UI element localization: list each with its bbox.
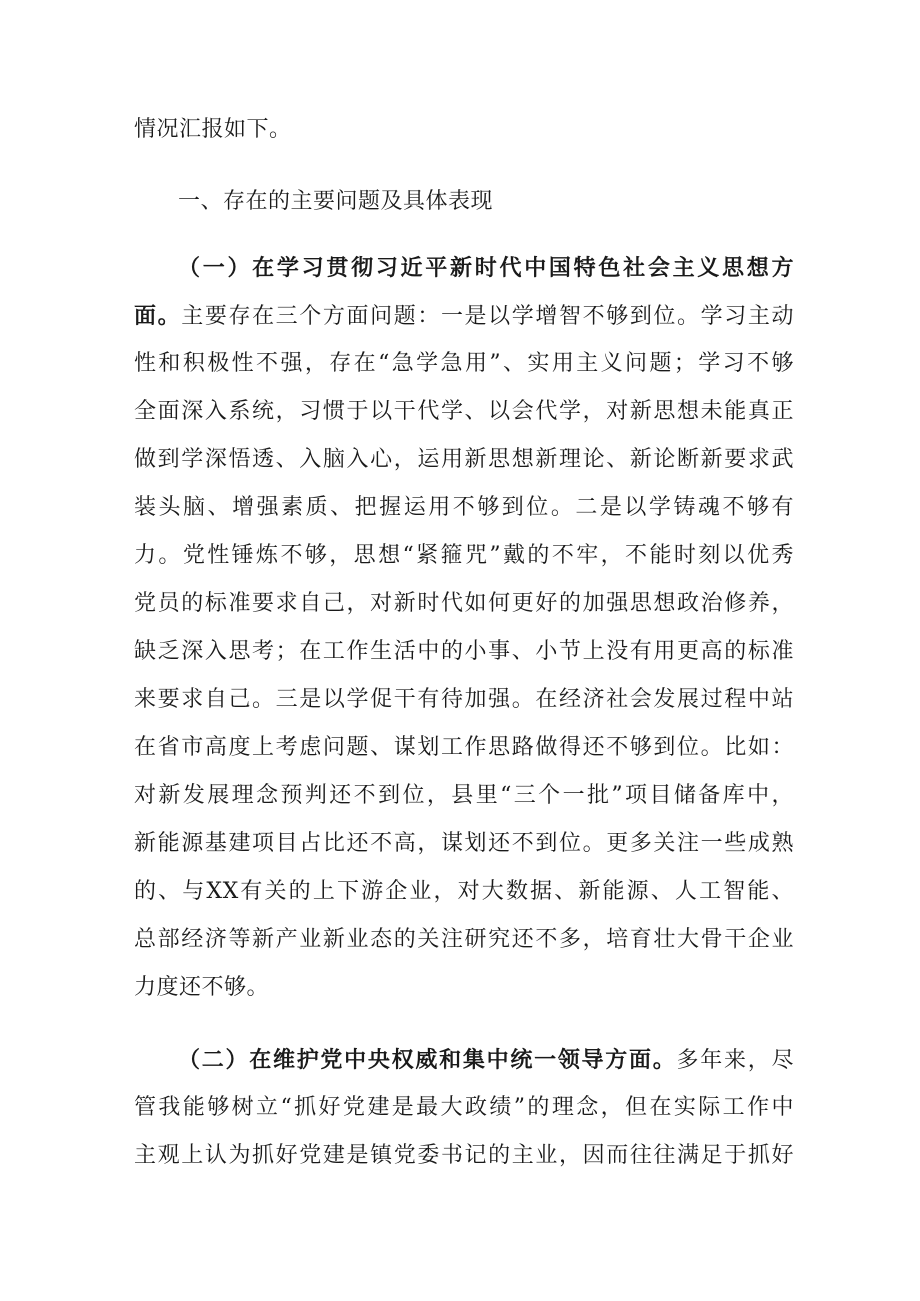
para2-line-1 <box>178 1045 794 1076</box>
para1-line: 缺乏深入思考；在工作生活中的小事、小节上没有用更高的标准 <box>134 639 794 664</box>
para1-line-2 <box>134 301 794 332</box>
section-heading: 一、存在的主要问题及具体表现 <box>178 189 494 214</box>
para1-line: 来要求自己。三是以学促干有待加强。在经济社会发展过程中站 <box>134 687 794 712</box>
para2-line: 管我能够树立“抓好党建是最大政绩”的理念，但在实际工作中 <box>134 1095 794 1120</box>
para2-line: 主观上认为抓好党建是镇党委书记的主业，因而往往满足于抓好 <box>134 1143 794 1168</box>
para1-last-line: 力度还不够。 <box>134 975 270 1000</box>
para1-line-2-rest: 主要存在三个方面问题：一是以学增智不够到位。学习主动 <box>181 304 794 329</box>
para1-line: 性和积极性不强，存在“急学急用”、实用主义问题；学习不够 <box>134 351 794 376</box>
para1-line: 的、与XX有关的上下游企业，对大数据、新能源、人工智能、 <box>134 879 794 904</box>
para1-line: 对新发展理念预判还不到位，县里“三个一批”项目储备库中， <box>134 783 794 808</box>
intro-text: 情况汇报如下。 <box>134 117 292 142</box>
para2-line-1-rest: 多年来，尽 <box>676 1048 794 1073</box>
para1-line: 党员的标准要求自己，对新时代如何更好的加强思想政治修养， <box>134 591 794 616</box>
para1-line: 在省市高度上考虑问题、谋划工作思路做得还不够到位。比如： <box>134 735 794 760</box>
para1-lead-bold: （一）在学习贯彻习近平新时代中国特色社会主义思想方 <box>178 255 794 281</box>
para1-line: 总部经济等新产业新业态的关注研究还不多，培育壮大骨干企业 <box>134 927 794 952</box>
para2-lead-bold: （二）在维护党中央权威和集中统一领导方面。 <box>178 1047 677 1073</box>
para1-line: 做到学深悟透、入脑入心，运用新思想新理论、新论断新要求武 <box>134 447 794 472</box>
para1-line: 力。党性锤炼不够，思想“紧箍咒”戴的不牢，不能时刻以优秀 <box>134 543 794 568</box>
para1-line: 全面深入系统，习惯于以干代学、以会代学，对新思想未能真正 <box>134 399 794 424</box>
para1-line: 装头脑、增强素质、把握运用不够到位。二是以学铸魂不够有 <box>134 495 794 520</box>
para1-line: 新能源基建项目占比还不高，谋划还不到位。更多关注一些成熟 <box>134 831 794 856</box>
para1-lead-bold-end: 面。 <box>134 303 182 329</box>
